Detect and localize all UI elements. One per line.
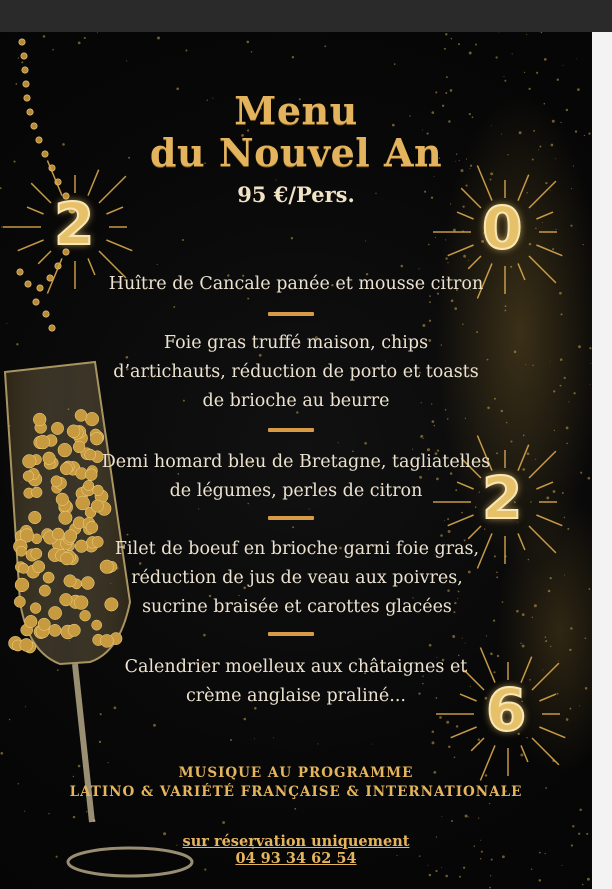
year-digit-2: 2 xyxy=(54,190,95,258)
menu-subtitle: du Nouvel An xyxy=(149,130,443,175)
dish-4: Filet de boeuf en brioche garni foie gras, réduction de jus de veau aux poivres, sucrine braisée et carottes glacées xyxy=(114,539,480,617)
year-digit-0: 0 xyxy=(482,194,523,262)
page-margin xyxy=(592,32,612,889)
menu-title: Menu xyxy=(234,88,358,133)
dish-separator xyxy=(268,428,314,432)
phone-number[interactable]: 04 93 34 62 54 xyxy=(235,850,357,867)
window-topbar xyxy=(0,0,612,32)
dish-1: Huître de Cancale panée et mousse citron xyxy=(108,274,484,294)
dish-separator xyxy=(268,516,314,520)
dish-3: Demi homard bleu de Bretagne, tagliatelles de légumes, perles de citron xyxy=(101,452,491,501)
music-heading: MUSIQUE AU PROGRAMME xyxy=(178,765,414,781)
dish-separator xyxy=(268,312,314,316)
year-digit-6: 6 xyxy=(486,676,527,744)
menu-poster xyxy=(0,32,592,889)
dish-2: Foie gras truffé maison, chips d’artichauts, réduction de porto et toasts de brioche au beurre xyxy=(113,333,479,411)
year-digit-2b: 2 xyxy=(482,464,523,532)
music-genres: LATINO & VARIÉTÉ FRANÇAISE & INTERNATIONALE xyxy=(69,784,523,800)
dish-5: Calendrier moelleux aux châtaignes et crème anglaise praliné... xyxy=(124,657,468,706)
dish-separator xyxy=(268,632,314,636)
reservation-note: sur réservation uniquement xyxy=(182,833,410,850)
menu-price: 95 €/Pers. xyxy=(237,182,355,207)
